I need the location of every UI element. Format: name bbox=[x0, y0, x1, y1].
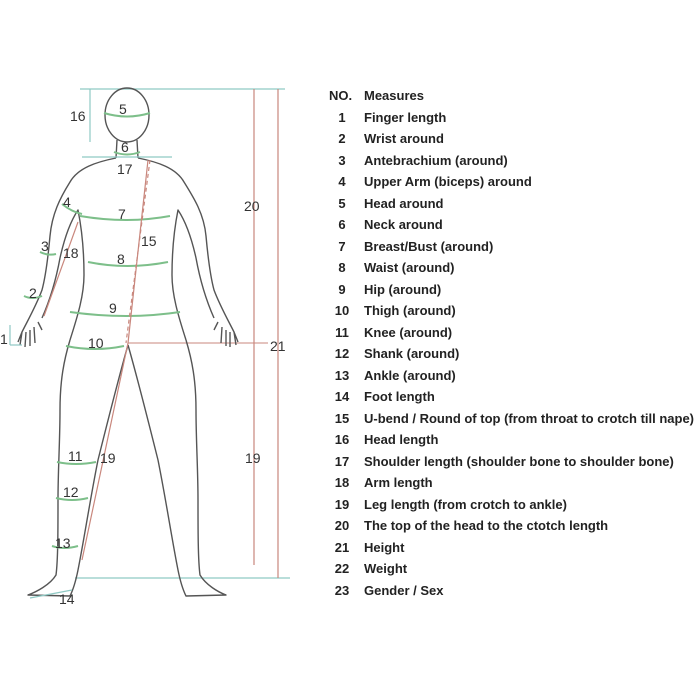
legend-item bbox=[329, 580, 700, 602]
legend-item-number: 9 bbox=[338, 281, 346, 297]
label-5: 5 bbox=[119, 101, 127, 117]
label-8: 8 bbox=[117, 251, 125, 267]
legend-item-label: Shoulder length (shoulder bone to shoulder bone) bbox=[364, 453, 674, 469]
measure-18-arm-length bbox=[44, 222, 78, 316]
legend-item bbox=[329, 451, 700, 473]
label-2: 2 bbox=[29, 285, 37, 301]
measure-9-hip-around bbox=[70, 312, 180, 316]
legend-item-number: 20 bbox=[334, 518, 350, 534]
legend-item-number: 11 bbox=[335, 324, 349, 340]
label-19-leg: 19 bbox=[100, 450, 116, 466]
label-21: 21 bbox=[270, 338, 286, 354]
legend-item bbox=[329, 128, 700, 150]
legend-item bbox=[329, 236, 700, 258]
legend-item-label: Shank (around) bbox=[364, 346, 460, 362]
legend-item-number: 13 bbox=[334, 367, 350, 383]
legend-item bbox=[329, 472, 700, 494]
label-16: 16 bbox=[70, 108, 86, 124]
measure-8-waist-around bbox=[88, 262, 168, 266]
legend-item bbox=[329, 515, 700, 537]
legend-item bbox=[329, 279, 700, 301]
legend-item-label: The top of the head to the ctotch length bbox=[364, 518, 609, 534]
legend-item bbox=[329, 171, 700, 193]
legend-item-number: 16 bbox=[334, 432, 350, 448]
label-12: 12 bbox=[63, 484, 79, 500]
legend-item bbox=[329, 343, 700, 365]
label-20: 20 bbox=[244, 198, 260, 214]
label-1: 1 bbox=[0, 331, 8, 347]
legend-item-number: 21 bbox=[334, 539, 350, 555]
legend-item bbox=[329, 386, 700, 408]
legend-item-label: Antebrachium (around) bbox=[364, 152, 508, 168]
legend-item-number: 4 bbox=[338, 174, 346, 190]
label-18: 18 bbox=[63, 245, 79, 261]
legend-item-label: Foot length bbox=[364, 389, 435, 405]
legend-item-number: 12 bbox=[334, 346, 350, 362]
legend-item-label: Upper Arm (biceps) around bbox=[364, 174, 532, 190]
label-17: 17 bbox=[117, 161, 133, 177]
label-3: 3 bbox=[41, 238, 49, 254]
legend-item-label: Head length bbox=[364, 432, 439, 448]
legend-item-label: Hip (around) bbox=[364, 281, 442, 297]
legend-item bbox=[329, 408, 700, 430]
label-11: 11 bbox=[68, 448, 83, 464]
legend-item bbox=[329, 558, 700, 580]
legend-item-label: Leg length (from crotch to ankle) bbox=[364, 496, 567, 512]
legend-item-number: 7 bbox=[338, 238, 346, 254]
legend-item-number: 23 bbox=[334, 582, 350, 598]
legend-item-number: 2 bbox=[338, 131, 346, 147]
legend-item bbox=[329, 365, 700, 387]
legend-item bbox=[329, 107, 700, 129]
label-9: 9 bbox=[109, 300, 117, 316]
legend-item bbox=[329, 494, 700, 516]
legend-item bbox=[329, 193, 700, 215]
legend-item-number: 1 bbox=[338, 109, 346, 125]
legend-item-label: Finger length bbox=[364, 109, 447, 125]
label-19-side: 19 bbox=[245, 450, 261, 466]
legend-item-number: 6 bbox=[338, 217, 346, 233]
legend-item-number: 17 bbox=[334, 453, 350, 469]
legend-header-no: NO. bbox=[329, 88, 353, 104]
measure-5-head-around bbox=[104, 113, 150, 117]
legend-header bbox=[329, 85, 700, 107]
label-10: 10 bbox=[88, 335, 104, 351]
legend-item-number: 5 bbox=[338, 195, 346, 211]
legend-header-label: Measures bbox=[364, 88, 424, 104]
label-13: 13 bbox=[55, 535, 71, 551]
legend-item bbox=[329, 150, 700, 172]
legend-item-label: Head around bbox=[364, 195, 444, 211]
legend-item-label: Wrist around bbox=[364, 131, 444, 147]
legend-item-number: 3 bbox=[338, 152, 346, 168]
label-7: 7 bbox=[118, 206, 126, 222]
legend-item bbox=[329, 429, 700, 451]
legend-item-label: Arm length bbox=[364, 475, 433, 491]
legend-item-label: Gender / Sex bbox=[364, 582, 444, 598]
legend-item-number: 8 bbox=[338, 260, 346, 276]
legend-item-label: Thigh (around) bbox=[364, 303, 456, 319]
legend-item-number: 22 bbox=[334, 561, 350, 577]
legend-item-number: 10 bbox=[334, 303, 350, 319]
measures-legend bbox=[329, 85, 700, 601]
legend-item bbox=[329, 322, 700, 344]
legend-item-number: 18 bbox=[334, 475, 350, 491]
legend-item-number: 14 bbox=[334, 389, 350, 405]
legend-item-label: Weight bbox=[364, 561, 408, 577]
legend-item-label: U-bend / Round of top (from throat to crotch till nape) bbox=[364, 410, 695, 426]
label-6: 6 bbox=[121, 139, 129, 155]
legend-item bbox=[329, 300, 700, 322]
legend-item-label: Waist (around) bbox=[364, 260, 455, 276]
legend-item bbox=[329, 214, 700, 236]
legend-item-label: Neck around bbox=[364, 217, 443, 233]
label-14: 14 bbox=[59, 591, 75, 607]
legend-item-label: Ankle (around) bbox=[364, 367, 456, 383]
legend-item bbox=[329, 257, 700, 279]
legend-item-number: 15 bbox=[334, 410, 350, 426]
label-4: 4 bbox=[63, 194, 71, 210]
legend-item-label: Knee (around) bbox=[364, 324, 453, 340]
legend-item bbox=[329, 537, 700, 559]
legend-item-label: Height bbox=[364, 539, 405, 555]
legend-item-label: Breast/Bust (around) bbox=[364, 238, 494, 254]
label-15: 15 bbox=[141, 233, 157, 249]
legend-item-number: 19 bbox=[334, 496, 350, 512]
